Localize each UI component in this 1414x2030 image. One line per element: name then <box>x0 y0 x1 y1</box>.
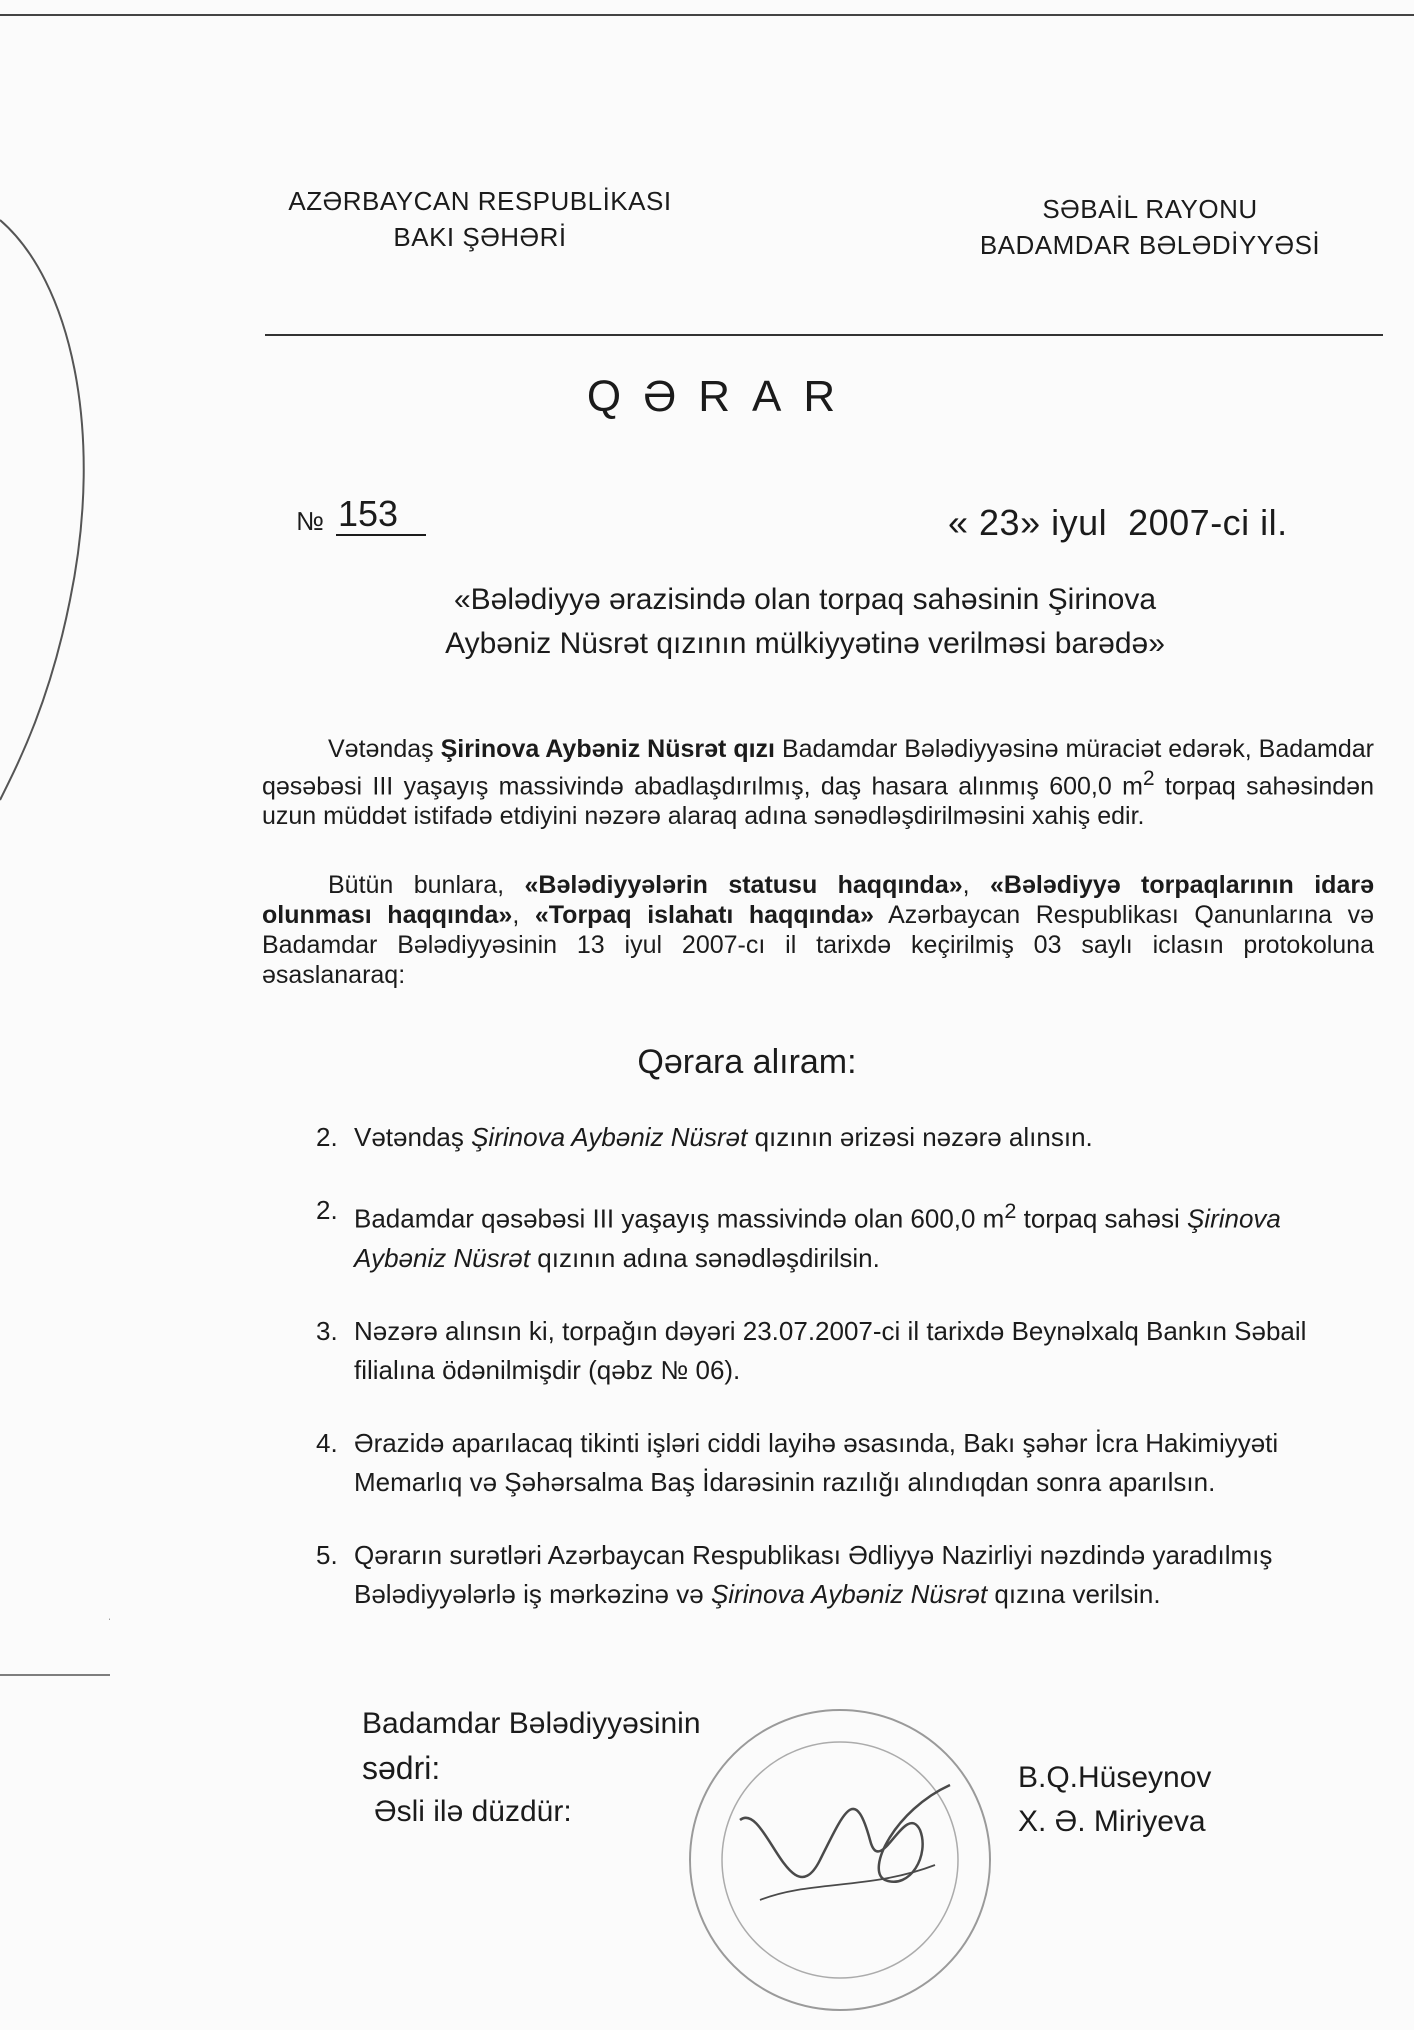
certified-copy-label: Əsli ilə düzdür: <box>374 1795 572 1828</box>
item-number: 4. <box>316 1427 338 1458</box>
issuer-header <box>240 183 720 255</box>
decision-item <box>316 1424 1356 1502</box>
decision-item <box>316 1118 1356 1157</box>
decision-subject <box>300 578 1310 666</box>
official-stamp-and-signature <box>670 1690 1010 2030</box>
decision-heading: Qərara alıram: <box>637 1043 857 1081</box>
signatory-organization: Badamdar Bələdiyyəsinin <box>362 1707 701 1740</box>
item-text-end: qızına verilsin. <box>987 1578 1161 1609</box>
basis-text-1: Bütün bunlara, <box>328 871 525 899</box>
item-text: Vətəndaş <box>354 1122 472 1152</box>
municipality-district: SƏBAİL RAYONU <box>1042 194 1258 224</box>
issuer-city: BAKI ŞƏHƏRİ <box>393 222 567 252</box>
decision-item <box>316 1536 1356 1614</box>
item-number: 3. <box>316 1315 338 1346</box>
item-applicant-name: Şirinova Aybəniz Nüsrət <box>354 1203 1281 1273</box>
header-divider <box>265 334 1383 336</box>
signatory-role: sədri: <box>362 1750 441 1786</box>
municipality-name: BADAMDAR BƏLƏDİYYƏSİ <box>979 230 1321 260</box>
area-unit-superscript: 2 <box>1004 1198 1017 1223</box>
item-number: 5. <box>316 1539 338 1570</box>
municipality-header <box>940 191 1360 263</box>
item-text-end: qızının adına sənədləşdirilsin. <box>530 1242 880 1273</box>
item-number: 2. <box>316 1122 338 1152</box>
issuer-republic: AZƏRBAYCAN RESPUBLİKASI <box>288 186 672 216</box>
decision-number-label: № <box>296 506 324 536</box>
item-text-mid: torpaq sahəsi <box>1016 1203 1187 1234</box>
item-text: Qərarın surətləri Azərbaycan Respublikası Ədliyyə Nazirliyi nəzdində yaradılmış Bələdiyyələrlə iş mərkəzinə və <box>354 1539 1273 1609</box>
item-applicant-name: Şirinova Aybəniz Nüsrət <box>710 1578 988 1609</box>
decision-items <box>316 1118 1356 1648</box>
decision-number: 153 <box>336 494 426 536</box>
area-unit-superscript: 2 <box>1142 767 1155 790</box>
subject-line-2: Aybəniz Nüsrət qızının mülkiyyətinə verilməsi barədə» <box>445 627 1165 660</box>
item-applicant-name: Şirinova Aybəniz Nüsrət <box>471 1122 748 1152</box>
request-paragraph <box>262 734 1374 831</box>
decision-date: « 23» iyul 2007-ci il. <box>948 502 1288 543</box>
request-text-2: Badamdar Bələdiyyəsinə müraciət edərək, Badamdar qəsəbəsi III yaşayış massivində abadlaşdırılmış, daş hasara alınmış 600,0 m <box>262 735 1374 801</box>
chair-name: B.Q.Hüseynov <box>1018 1761 1212 1794</box>
basis-separator-1: , <box>962 871 990 899</box>
request-text-3: torpaq sahəsindən uzun müddət istifadə etdiyini nəzərə alaraq adına sənədləşdirilməsini xahiş edir. <box>262 772 1374 831</box>
signatory-names <box>1018 1756 1211 1844</box>
certifier-name: X. Ə. Miriyeva <box>1018 1805 1206 1838</box>
law-municipal-land: «Bələdiyyə torpaqlarının idarə olunması haqqında» <box>262 871 1374 929</box>
applicant-name: Şirinova Aybəniz Nüsrət qızı <box>440 735 775 763</box>
signature-block <box>362 1702 701 1834</box>
decision-item <box>316 1312 1356 1390</box>
item-text: Badamdar qəsəbəsi III yaşayış massivində olan 600,0 m <box>354 1203 1005 1234</box>
legal-basis-paragraph <box>262 870 1374 990</box>
decision-item <box>316 1191 1356 1278</box>
subject-line-1: «Bələdiyyə ərazisində olan torpaq sahəsinin Şirinova <box>453 583 1157 616</box>
item-text-end: qızının ərizəsi nəzərə alınsın. <box>747 1122 1093 1152</box>
item-text: Nəzərə alınsın ki, torpağın dəyəri 23.07.2007-ci il tarixdə Beynəlxalq Bankın Səbail filialına ödənilmişdir (qəbz № 06). <box>354 1315 1307 1385</box>
law-municipal-status: «Bələdiyyələrin statusu haqqında» <box>524 871 963 899</box>
basis-separator-2: , <box>512 901 535 929</box>
law-land-reform: «Torpaq islahatı haqqında» <box>534 901 874 929</box>
document-title: QƏRAR <box>586 372 858 421</box>
request-text-1: Vətəndaş <box>328 735 441 763</box>
page-top-border <box>0 14 1414 16</box>
item-text: Ərazidə aparılacaq tikinti işləri ciddi layihə əsasında, Bakı şəhər İcra Hakimiyyəti Memarlıq və Şəhərsalma Baş İdarəsinin razılığı alındıqdan sonra aparılsın. <box>354 1427 1279 1497</box>
item-number: 2. <box>316 1195 338 1225</box>
basis-text-2: Azərbaycan Respublikası Qanunlarına və Badamdar Bələdiyyəsinin 13 iyul 2007-cı il tarixdə keçirilmiş 03 saylı iclasın protokoluna əsaslanaraq: <box>262 901 1374 989</box>
